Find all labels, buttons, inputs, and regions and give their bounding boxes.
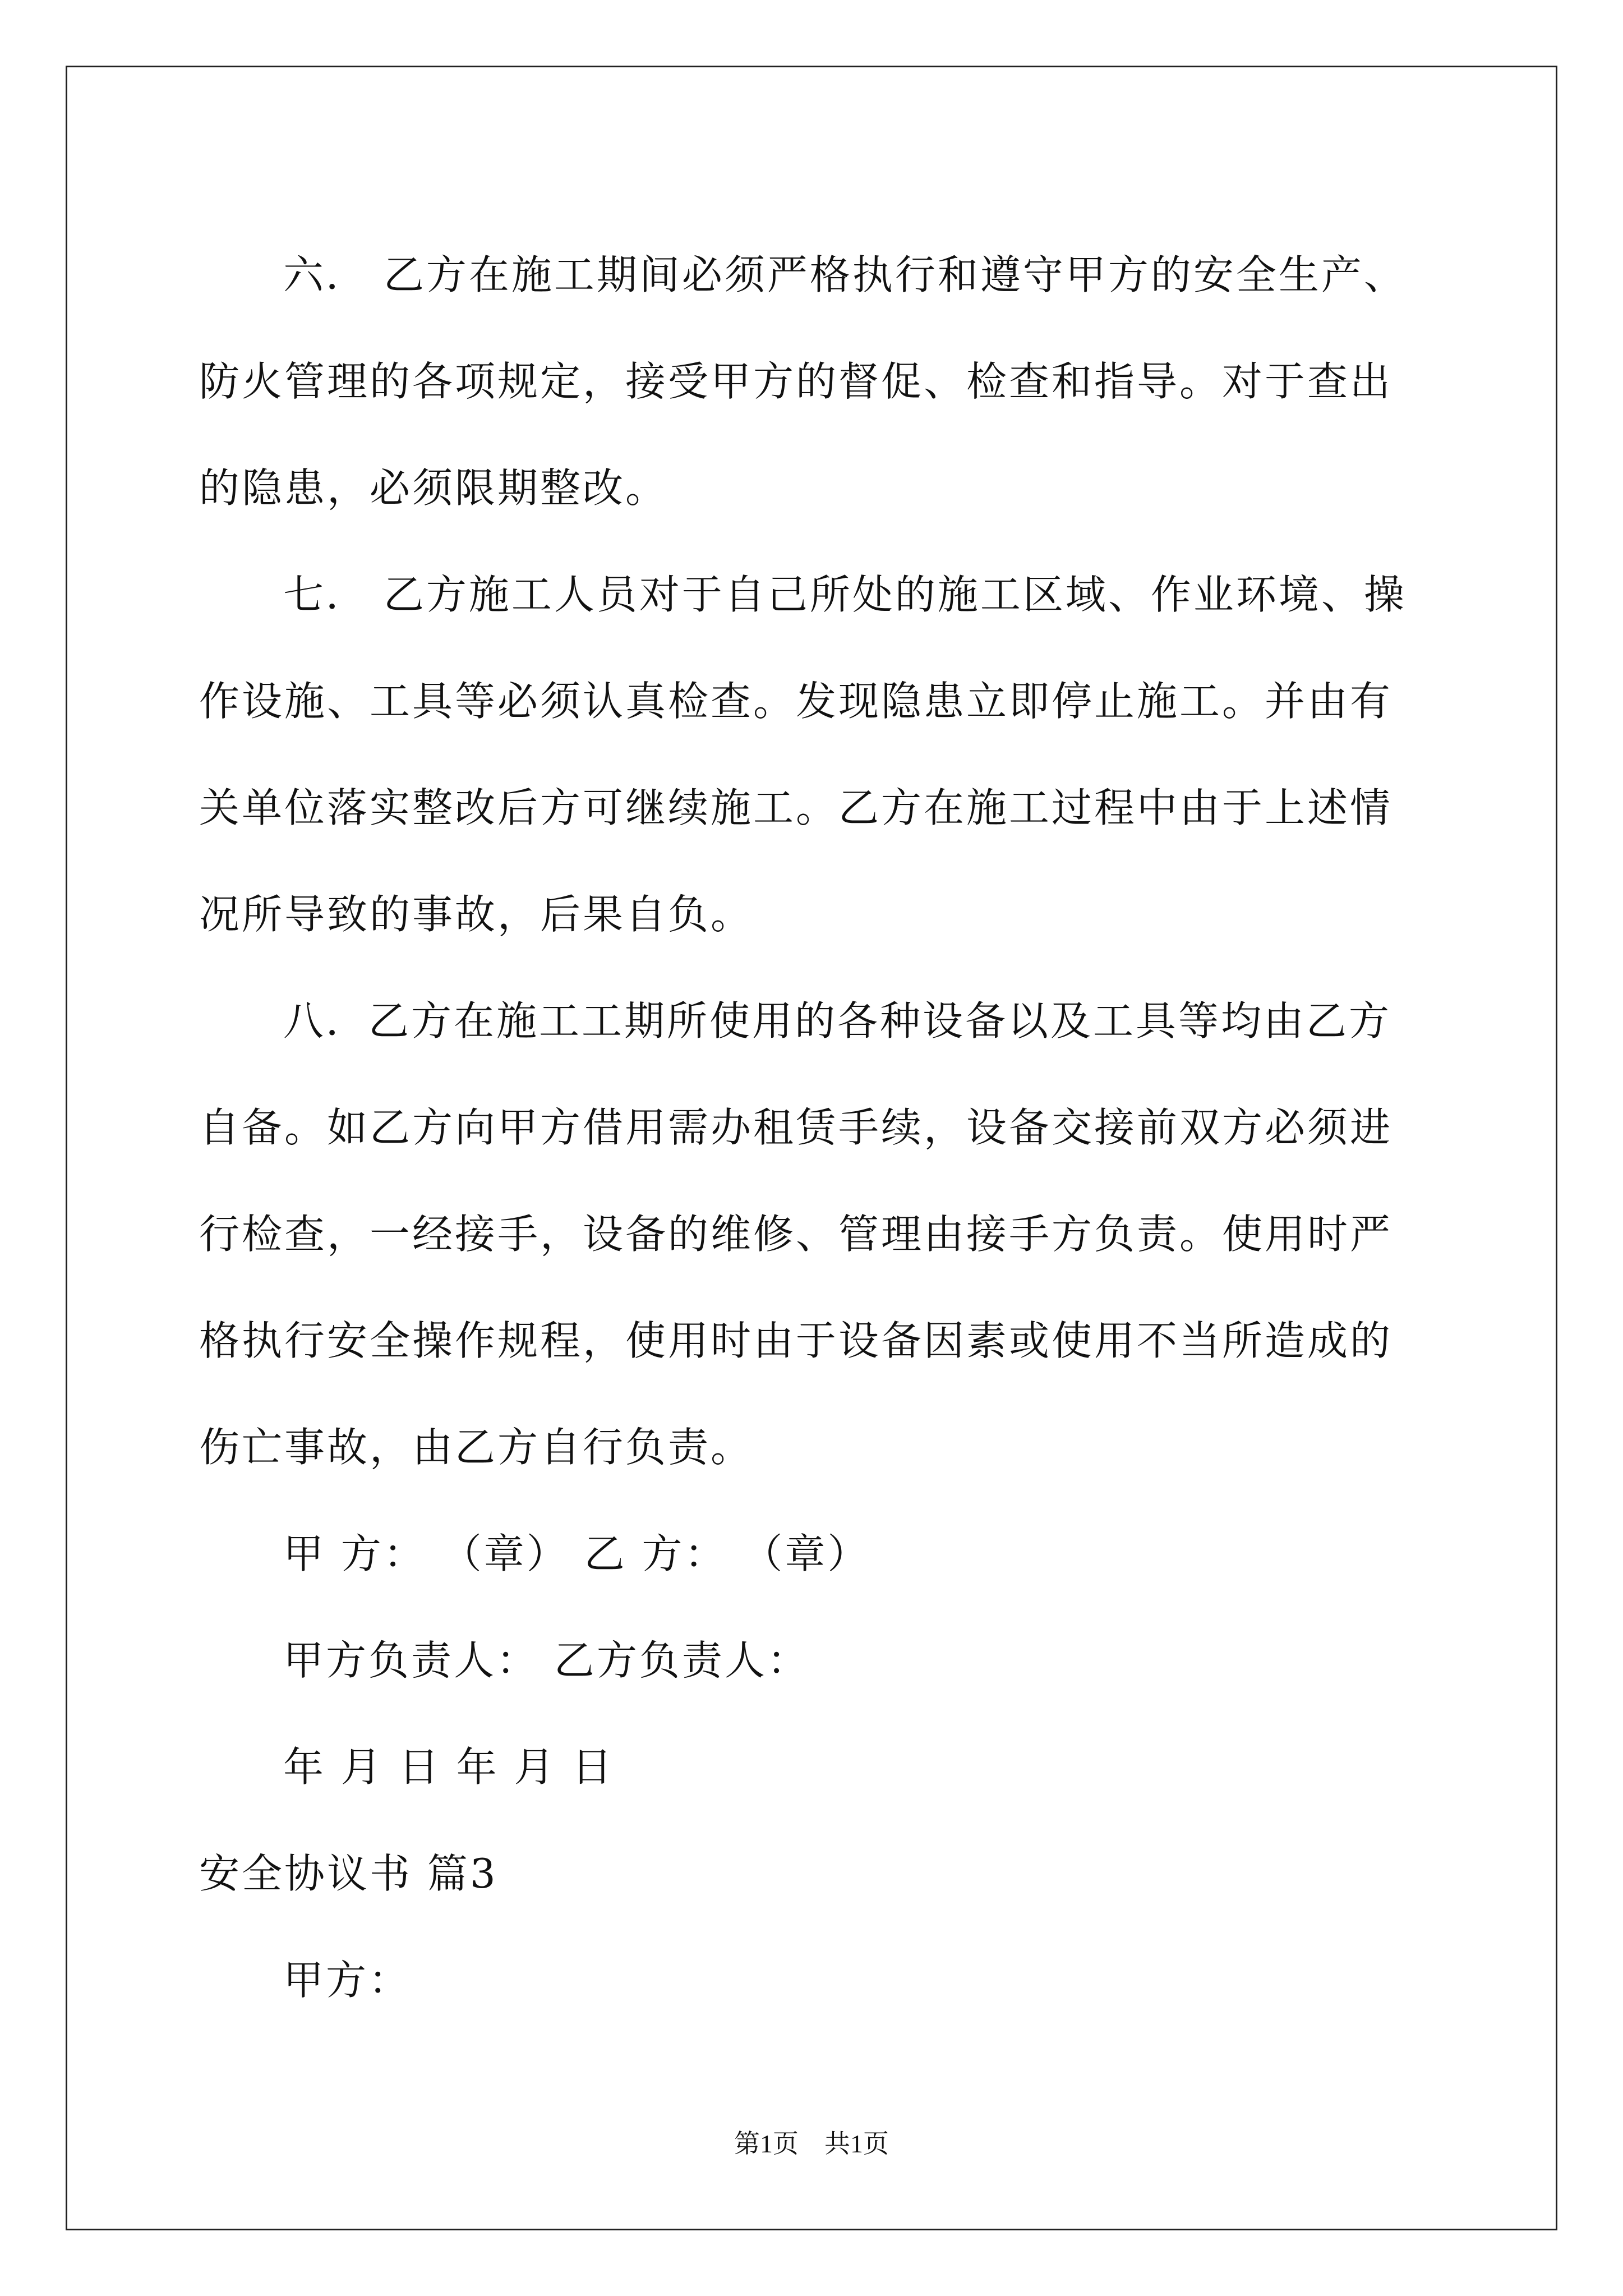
party-a-label: 甲方：	[283, 1957, 412, 2004]
signature-parties: 甲 方： （章） 乙 方： （章）	[283, 1530, 870, 1577]
signature-date: 年 月 日 年 月 日	[283, 1743, 615, 1791]
document-body	[199, 222, 1433, 2033]
clause-six: 六． 乙方在施工期间必须严格执行和遵守甲方的安全生产、防火管理的各项规定，接受甲方的督促、检查和指导。对于查出的隐患，必须限期整改。	[199, 251, 1407, 512]
clause-seven: 七． 乙方施工人员对于自己所处的施工区域、作业环境、操作设施、工具等必须认真检查。发现隐患立即停止施工。并由有关单位落实整改后方可继续施工。乙方在施工过程中由于上述情况所导致的事故，后果自负。	[199, 571, 1407, 938]
page-footer: 第1页 共1页	[734, 2129, 889, 2158]
section-heading: 安全协议书 篇3	[199, 1850, 498, 1897]
clause-eight: 八．乙方在施工工期所使用的各种设备以及工具等均由乙方自备。如乙方向甲方借用需办租赁手续，设备交接前双方必须进行检查，一经接手，设备的维修、管理由接手方负责。使用时严格执行安全操作规程，使用时由于设备因素或使用不当所造成的伤亡事故，由乙方自行负责。	[199, 997, 1393, 1471]
signature-responsible: 甲方负责人： 乙方负责人：	[283, 1637, 810, 1684]
